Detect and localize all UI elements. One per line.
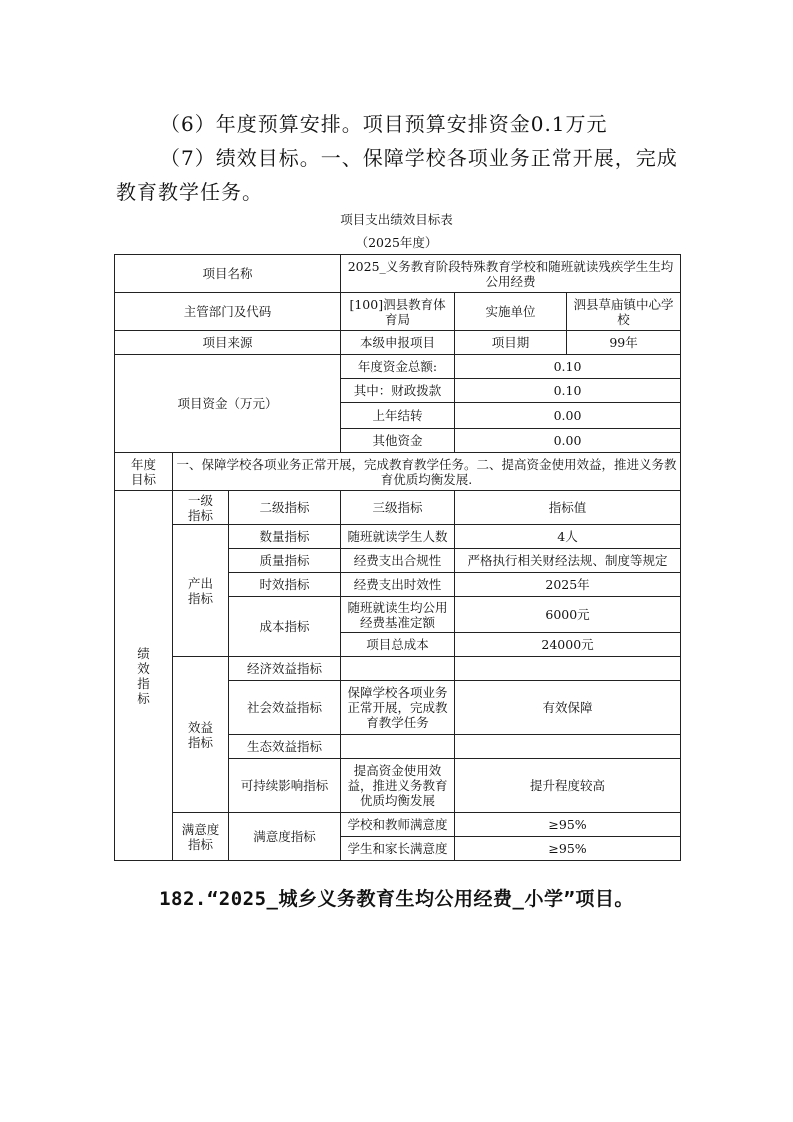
table-title: 项目支出绩效目标表 [340, 212, 453, 227]
annual-goal-label: 年度目标 [115, 453, 173, 491]
funds-carryover-value: 0.00 [455, 403, 681, 429]
cost-value-total: 24000元 [455, 633, 681, 657]
period-value: 99年 [567, 331, 681, 355]
funds-other-label: 其他资金 [341, 429, 455, 453]
social-l3: 保障学校各项业务正常开展，完成教育教学任务 [341, 681, 455, 735]
quantity-label: 数量指标 [229, 525, 341, 549]
performance-table [114, 254, 681, 861]
eco-label: 生态效益指标 [229, 735, 341, 759]
quality-value: 严格执行相关财经法规、制度等规定 [455, 549, 681, 573]
header-level2: 二级指标 [229, 491, 341, 525]
funds-total-label: 年度资金总额: [341, 355, 455, 379]
time-l3: 经费支出时效性 [341, 573, 455, 597]
quality-l3: 经费支出合规性 [341, 549, 455, 573]
time-label: 时效指标 [229, 573, 341, 597]
dept-value: [100]泗县教育体育局 [341, 293, 455, 331]
header-level1: 一级指标 [173, 491, 229, 525]
economic-label: 经济效益指标 [229, 657, 341, 681]
funds-fiscal-value: 0.10 [455, 379, 681, 403]
goal-paragraph: （7）绩效目标。一、保障学校各项业务正常开展，完成教育教学任务。 [116, 146, 678, 204]
header-level3: 三级指标 [341, 491, 455, 525]
next-section-heading: 182.“2025_城乡义务教育生均公用经费_小学”项目。 [159, 888, 634, 910]
funds-fiscal-label: 其中：财政拨款 [341, 379, 455, 403]
impl-value: 泗县草庙镇中心学校 [567, 293, 681, 331]
social-label: 社会效益指标 [229, 681, 341, 735]
parent-satisfaction-value: ≥95% [455, 837, 681, 861]
benefit-indicators-label: 效益指标 [173, 657, 229, 813]
cost-l3-baseline: 随班就读生均公用经费基准定额 [341, 597, 455, 633]
cost-value-baseline: 6000元 [455, 597, 681, 633]
dept-label: 主管部门及代码 [115, 293, 341, 331]
period-label: 项目期 [455, 331, 567, 355]
quantity-value: 4人 [455, 525, 681, 549]
economic-l3 [341, 657, 455, 681]
time-value: 2025年 [455, 573, 681, 597]
project-name-value: 2025_义务教育阶段特殊教育学校和随班就读残疾学生生均公用经费 [341, 255, 681, 293]
funds-total-value: 0.10 [455, 355, 681, 379]
teacher-satisfaction-l3: 学校和教师满意度 [341, 813, 455, 837]
teacher-satisfaction-value: ≥95% [455, 813, 681, 837]
annual-goal-value: 一、保障学校各项业务正常开展，完成教育教学任务。二、提高资金使用效益，推进义务教育优质均衡发展. [173, 453, 681, 491]
sustain-label: 可持续影响指标 [229, 759, 341, 813]
project-name-label: 项目名称 [115, 255, 341, 293]
source-label: 项目来源 [115, 331, 341, 355]
eco-l3 [341, 735, 455, 759]
funds-other-value: 0.00 [455, 429, 681, 453]
perf-indicators-label: 绩效指标 [115, 491, 173, 861]
header-value: 指标值 [455, 491, 681, 525]
satisfaction-label: 满意度指标 [173, 813, 229, 861]
parent-satisfaction-l3: 学生和家长满意度 [341, 837, 455, 861]
cost-l3-total: 项目总成本 [341, 633, 455, 657]
quality-label: 质量指标 [229, 549, 341, 573]
table-year: （2025年度） [355, 235, 438, 250]
social-value: 有效保障 [455, 681, 681, 735]
impl-label: 实施单位 [455, 293, 567, 331]
sustain-l3: 提高资金使用效益，推进义务教育优质均衡发展 [341, 759, 455, 813]
funds-carryover-label: 上年结转 [341, 403, 455, 429]
economic-value [455, 657, 681, 681]
sustain-value: 提升程度较高 [455, 759, 681, 813]
cost-label: 成本指标 [229, 597, 341, 657]
satisfaction-sub-label: 满意度指标 [229, 813, 341, 861]
quantity-l3: 随班就读学生人数 [341, 525, 455, 549]
source-value: 本级申报项目 [341, 331, 455, 355]
eco-value [455, 735, 681, 759]
output-indicators-label: 产出指标 [173, 525, 229, 657]
budget-paragraph: （6）年度预算安排。项目预算安排资金0.1万元 [160, 112, 608, 136]
funds-label: 项目资金（万元） [115, 355, 341, 453]
